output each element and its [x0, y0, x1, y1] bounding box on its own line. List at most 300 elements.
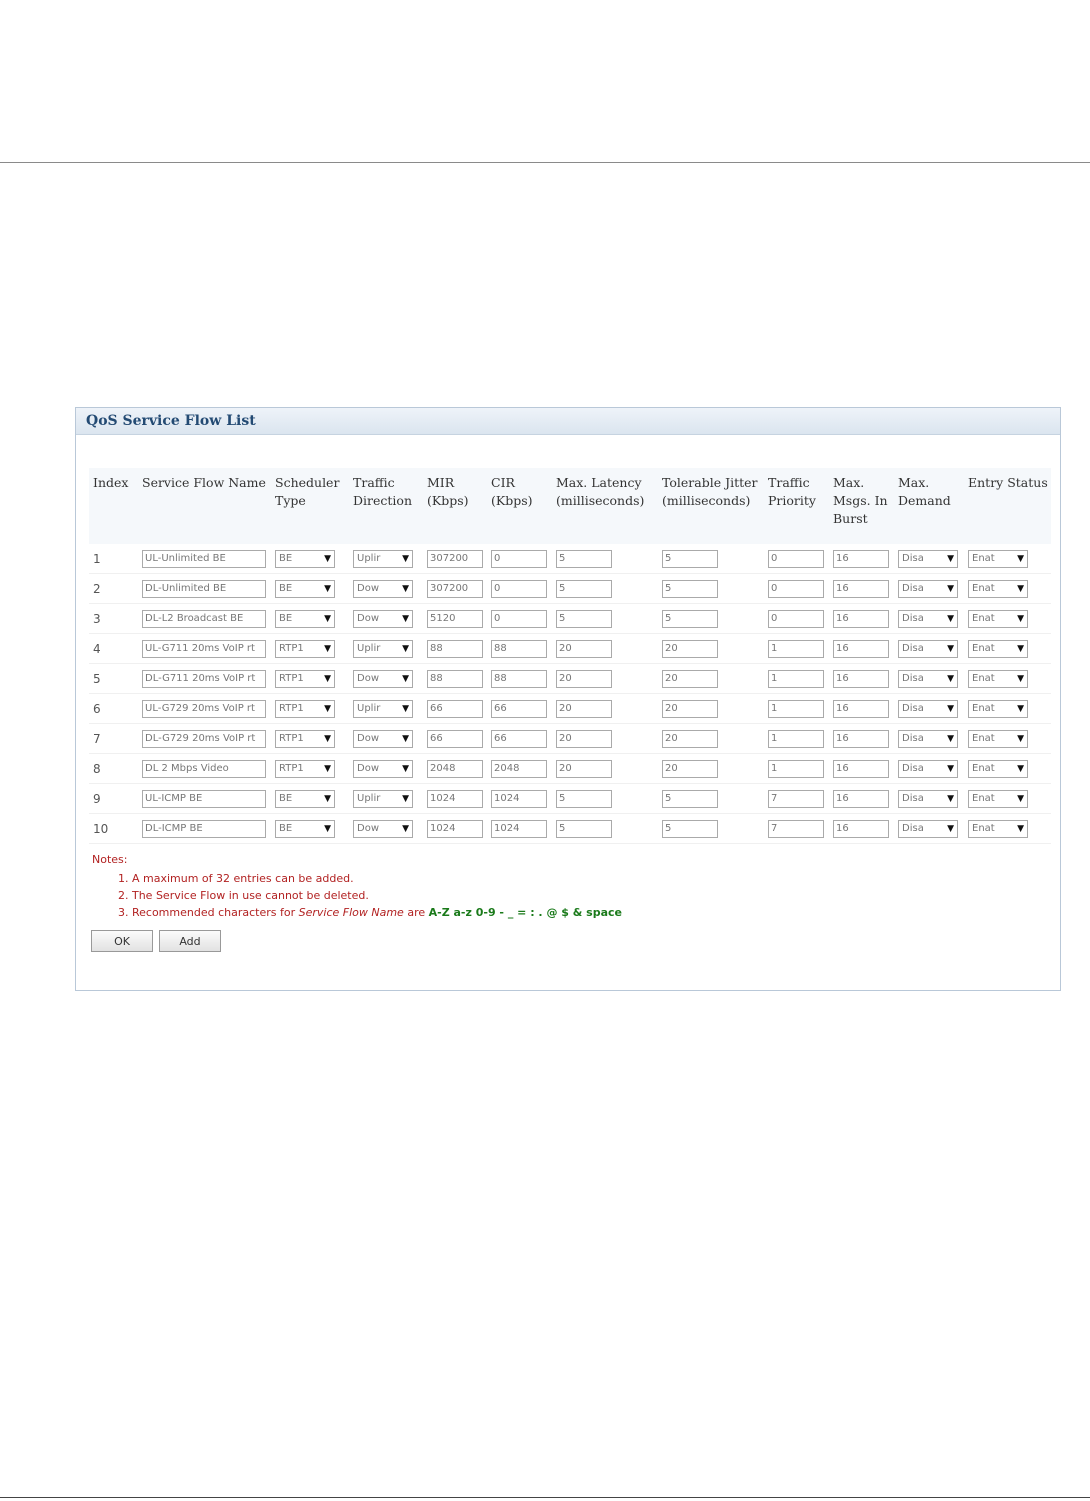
- max-demand-cell: [894, 574, 964, 604]
- traffic-direction-select[interactable]: [353, 760, 413, 778]
- traffic-direction-select[interactable]: [353, 610, 413, 628]
- index-cell: [89, 784, 138, 814]
- max-msgs-in-burst-input[interactable]: 16: [833, 790, 889, 808]
- max-demand-select[interactable]: [898, 790, 958, 808]
- mir-input[interactable]: 1024: [427, 790, 483, 808]
- traffic-direction-select[interactable]: [353, 820, 413, 838]
- traffic-direction-select[interactable]: [353, 700, 413, 718]
- entry-status-select-value: Enat: [972, 583, 995, 594]
- chevron-down-icon: ▼: [324, 823, 331, 834]
- max-msgs-in-burst-cell: [829, 814, 894, 844]
- chevron-down-icon: ▼: [324, 703, 331, 714]
- cir-cell: [487, 754, 552, 784]
- scheduler-type-select[interactable]: [275, 700, 335, 718]
- max-demand-select-value: Disa: [902, 703, 924, 714]
- service-flow-table-wrapper: [89, 468, 1051, 844]
- scheduler-type-select-value: RTP1: [279, 763, 304, 774]
- col-header-entry-status: Entry Status: [964, 468, 1051, 544]
- tolerable-jitter-input[interactable]: 20: [662, 670, 718, 688]
- mir-input[interactable]: 2048: [427, 760, 483, 778]
- scheduler-type-select-value: RTP1: [279, 643, 304, 654]
- entry-status-select-value: Enat: [972, 823, 995, 834]
- traffic-direction-select[interactable]: [353, 730, 413, 748]
- traffic-direction-select-value: Dow: [357, 673, 379, 684]
- tolerable-jitter-cell: [658, 574, 764, 604]
- entry-status-cell: [964, 754, 1051, 784]
- scheduler-type-cell: [271, 694, 349, 724]
- traffic-direction-select[interactable]: [353, 790, 413, 808]
- chevron-down-icon: ▼: [947, 793, 954, 804]
- chevron-down-icon: ▼: [402, 613, 409, 624]
- traffic-direction-cell: [349, 664, 423, 694]
- max-latency-cell: [552, 574, 658, 604]
- entry-status-cell: [964, 604, 1051, 634]
- row-index: 10: [93, 821, 109, 836]
- chevron-down-icon: ▼: [947, 733, 954, 744]
- max-msgs-in-burst-input[interactable]: 16: [833, 670, 889, 688]
- note-item-3-mid: are: [403, 906, 429, 919]
- notes-section: [92, 851, 622, 921]
- col-header-max-latency: Max. Latency (milliseconds): [552, 468, 658, 544]
- index-cell: [89, 754, 138, 784]
- table-header-row: [89, 468, 1051, 544]
- traffic-priority-cell: [764, 784, 829, 814]
- chevron-down-icon: ▼: [324, 643, 331, 654]
- entry-status-cell: [964, 694, 1051, 724]
- chevron-down-icon: ▼: [324, 613, 331, 624]
- chevron-down-icon: ▼: [324, 763, 331, 774]
- max-msgs-in-burst-input[interactable]: 16: [833, 640, 889, 658]
- max-demand-cell: [894, 724, 964, 754]
- max-demand-select-value: Disa: [902, 553, 924, 564]
- col-header-max-demand: Max. Demand: [894, 468, 964, 544]
- tolerable-jitter-cell: [658, 814, 764, 844]
- entry-status-select[interactable]: [968, 640, 1028, 658]
- cir-input[interactable]: 88: [491, 670, 547, 688]
- chevron-down-icon: ▼: [402, 823, 409, 834]
- index-cell: [89, 814, 138, 844]
- tolerable-jitter-input[interactable]: 5: [662, 580, 718, 598]
- max-msgs-in-burst-cell: [829, 604, 894, 634]
- scheduler-type-select-value: RTP1: [279, 733, 304, 744]
- service-flow-name-cell: [138, 604, 271, 634]
- entry-status-cell: [964, 574, 1051, 604]
- chevron-down-icon: ▼: [947, 823, 954, 834]
- traffic-priority-cell: [764, 544, 829, 574]
- chevron-down-icon: ▼: [947, 553, 954, 564]
- row-index: 8: [93, 761, 101, 776]
- chevron-down-icon: ▼: [324, 583, 331, 594]
- chevron-down-icon: ▼: [947, 583, 954, 594]
- scheduler-type-cell: [271, 814, 349, 844]
- scheduler-type-select-value: RTP1: [279, 673, 304, 684]
- scheduler-type-select-value: BE: [279, 583, 293, 594]
- service-flow-name-input[interactable]: DL-L2 Broadcast BE: [142, 610, 266, 628]
- max-demand-select[interactable]: [898, 760, 958, 778]
- max-demand-select-value: Disa: [902, 793, 924, 804]
- col-header-tolerable-jitter: Tolerable Jitter (milliseconds): [658, 468, 764, 544]
- max-demand-select[interactable]: [898, 700, 958, 718]
- entry-status-select-value: Enat: [972, 553, 995, 564]
- max-msgs-in-burst-input[interactable]: 16: [833, 730, 889, 748]
- col-header-traffic-direction: Traffic Direction: [349, 468, 423, 544]
- max-demand-select[interactable]: [898, 670, 958, 688]
- chevron-down-icon: ▼: [947, 643, 954, 654]
- mir-input[interactable]: 307200: [427, 550, 483, 568]
- max-demand-select-value: Disa: [902, 613, 924, 624]
- entry-status-select[interactable]: [968, 610, 1028, 628]
- max-latency-input[interactable]: 5: [556, 820, 612, 838]
- chevron-down-icon: ▼: [947, 703, 954, 714]
- cir-cell: [487, 574, 552, 604]
- note-item-2: 2. The Service Flow in use cannot be deleted.: [118, 889, 369, 902]
- traffic-priority-input[interactable]: 0: [768, 580, 824, 598]
- row-index: 7: [93, 731, 101, 746]
- chevron-down-icon: ▼: [402, 643, 409, 654]
- traffic-priority-input[interactable]: 0: [768, 610, 824, 628]
- max-latency-input[interactable]: 5: [556, 610, 612, 628]
- max-latency-input[interactable]: 5: [556, 580, 612, 598]
- chevron-down-icon: ▼: [402, 583, 409, 594]
- mir-input[interactable]: 1024: [427, 820, 483, 838]
- traffic-priority-input[interactable]: 1: [768, 670, 824, 688]
- mir-input[interactable]: 88: [427, 670, 483, 688]
- traffic-priority-input[interactable]: 0: [768, 550, 824, 568]
- traffic-priority-input[interactable]: 1: [768, 640, 824, 658]
- scheduler-type-select[interactable]: [275, 580, 335, 598]
- max-msgs-in-burst-input[interactable]: 16: [833, 580, 889, 598]
- max-demand-cell: [894, 814, 964, 844]
- service-flow-name-input[interactable]: DL-Unlimited BE: [142, 580, 266, 598]
- traffic-priority-input[interactable]: 1: [768, 730, 824, 748]
- max-msgs-in-burst-input[interactable]: 16: [833, 550, 889, 568]
- note-item-3: [118, 904, 622, 921]
- chevron-down-icon: ▼: [1017, 823, 1024, 834]
- mir-cell: [423, 574, 487, 604]
- mir-input[interactable]: 5120: [427, 610, 483, 628]
- max-demand-select[interactable]: [898, 550, 958, 568]
- cir-input[interactable]: 66: [491, 730, 547, 748]
- tolerable-jitter-cell: [658, 754, 764, 784]
- cir-input[interactable]: 66: [491, 700, 547, 718]
- traffic-direction-select-value: Dow: [357, 823, 379, 834]
- max-latency-input[interactable]: 5: [556, 790, 612, 808]
- table-row: [89, 544, 1051, 574]
- traffic-direction-select[interactable]: [353, 580, 413, 598]
- chevron-down-icon: ▼: [947, 763, 954, 774]
- mir-input[interactable]: 307200: [427, 580, 483, 598]
- row-index: 1: [93, 551, 101, 566]
- entry-status-select-value: Enat: [972, 763, 995, 774]
- entry-status-cell: [964, 664, 1051, 694]
- max-demand-select[interactable]: [898, 730, 958, 748]
- mir-cell: [423, 814, 487, 844]
- col-header-scheduler-type: Scheduler Type: [271, 468, 349, 544]
- max-msgs-in-burst-cell: [829, 754, 894, 784]
- mir-cell: [423, 664, 487, 694]
- service-flow-name-cell: [138, 694, 271, 724]
- scheduler-type-select[interactable]: [275, 670, 335, 688]
- tolerable-jitter-cell: [658, 544, 764, 574]
- cir-cell: [487, 814, 552, 844]
- traffic-direction-select-value: Dow: [357, 763, 379, 774]
- cir-input[interactable]: 0: [491, 610, 547, 628]
- tolerable-jitter-input[interactable]: 5: [662, 790, 718, 808]
- traffic-direction-cell: [349, 724, 423, 754]
- max-msgs-in-burst-cell: [829, 694, 894, 724]
- chevron-down-icon: ▼: [1017, 733, 1024, 744]
- tolerable-jitter-input[interactable]: 5: [662, 610, 718, 628]
- chevron-down-icon: ▼: [402, 733, 409, 744]
- service-flow-table: [89, 468, 1051, 844]
- max-latency-input[interactable]: 20: [556, 640, 612, 658]
- col-header-index: Index: [89, 468, 138, 544]
- col-header-cir: CIR (Kbps): [487, 468, 552, 544]
- scheduler-type-cell: [271, 784, 349, 814]
- scheduler-type-cell: [271, 604, 349, 634]
- service-flow-name-input[interactable]: UL-G729 20ms VoIP rt: [142, 700, 266, 718]
- max-latency-input[interactable]: 20: [556, 670, 612, 688]
- mir-cell: [423, 604, 487, 634]
- tolerable-jitter-cell: [658, 784, 764, 814]
- service-flow-name-input[interactable]: UL-G711 20ms VoIP rt: [142, 640, 266, 658]
- traffic-direction-cell: [349, 784, 423, 814]
- mir-cell: [423, 634, 487, 664]
- traffic-direction-cell: [349, 694, 423, 724]
- scheduler-type-cell: [271, 544, 349, 574]
- tolerable-jitter-input[interactable]: 20: [662, 730, 718, 748]
- row-index: 2: [93, 581, 101, 596]
- max-latency-cell: [552, 784, 658, 814]
- cir-input[interactable]: 0: [491, 580, 547, 598]
- entry-status-select[interactable]: [968, 760, 1028, 778]
- max-latency-input[interactable]: 5: [556, 550, 612, 568]
- service-flow-name-input[interactable]: DL 2 Mbps Video: [142, 760, 266, 778]
- entry-status-select[interactable]: [968, 550, 1028, 568]
- max-latency-cell: [552, 814, 658, 844]
- tolerable-jitter-cell: [658, 724, 764, 754]
- col-header-service-flow-name: Service Flow Name: [138, 468, 271, 544]
- cir-input[interactable]: 1024: [491, 790, 547, 808]
- chevron-down-icon: ▼: [1017, 703, 1024, 714]
- traffic-direction-cell: [349, 634, 423, 664]
- traffic-direction-select-value: Dow: [357, 583, 379, 594]
- scheduler-type-select[interactable]: [275, 760, 335, 778]
- chevron-down-icon: ▼: [1017, 793, 1024, 804]
- scheduler-type-select[interactable]: [275, 610, 335, 628]
- chevron-down-icon: ▼: [1017, 643, 1024, 654]
- entry-status-select[interactable]: [968, 790, 1028, 808]
- traffic-priority-cell: [764, 634, 829, 664]
- mir-input[interactable]: 66: [427, 730, 483, 748]
- cir-input[interactable]: 2048: [491, 760, 547, 778]
- max-msgs-in-burst-cell: [829, 544, 894, 574]
- tolerable-jitter-cell: [658, 634, 764, 664]
- index-cell: [89, 634, 138, 664]
- entry-status-select-value: Enat: [972, 733, 995, 744]
- notes-list: [92, 870, 622, 921]
- traffic-direction-select-value: Dow: [357, 733, 379, 744]
- service-flow-name-cell: [138, 544, 271, 574]
- cir-cell: [487, 694, 552, 724]
- entry-status-select-value: Enat: [972, 703, 995, 714]
- scheduler-type-cell: [271, 754, 349, 784]
- service-flow-name-input[interactable]: UL-ICMP BE: [142, 790, 266, 808]
- mir-cell: [423, 754, 487, 784]
- chevron-down-icon: ▼: [324, 673, 331, 684]
- note-item-1: 1. A maximum of 32 entries can be added.: [118, 872, 354, 885]
- chevron-down-icon: ▼: [402, 553, 409, 564]
- max-latency-input[interactable]: 20: [556, 700, 612, 718]
- chevron-down-icon: ▼: [324, 793, 331, 804]
- mir-cell: [423, 784, 487, 814]
- max-latency-cell: [552, 634, 658, 664]
- scheduler-type-select[interactable]: [275, 820, 335, 838]
- chevron-down-icon: ▼: [402, 793, 409, 804]
- mir-input[interactable]: 88: [427, 640, 483, 658]
- row-index: 6: [93, 701, 101, 716]
- max-msgs-in-burst-cell: [829, 574, 894, 604]
- table-row: [89, 664, 1051, 694]
- scheduler-type-cell: [271, 634, 349, 664]
- row-index: 4: [93, 641, 101, 656]
- service-flow-name-input[interactable]: DL-G711 20ms VoIP rt: [142, 670, 266, 688]
- max-latency-cell: [552, 604, 658, 634]
- max-msgs-in-burst-input[interactable]: 16: [833, 760, 889, 778]
- entry-status-select[interactable]: [968, 700, 1028, 718]
- chevron-down-icon: ▼: [947, 673, 954, 684]
- chevron-down-icon: ▼: [1017, 553, 1024, 564]
- tolerable-jitter-cell: [658, 604, 764, 634]
- service-flow-name-input[interactable]: DL-ICMP BE: [142, 820, 266, 838]
- cir-input[interactable]: 88: [491, 640, 547, 658]
- chevron-down-icon: ▼: [324, 733, 331, 744]
- max-demand-select[interactable]: [898, 820, 958, 838]
- max-demand-cell: [894, 784, 964, 814]
- scheduler-type-cell: [271, 724, 349, 754]
- table-row: [89, 574, 1051, 604]
- max-demand-select[interactable]: [898, 610, 958, 628]
- traffic-direction-select[interactable]: [353, 670, 413, 688]
- index-cell: [89, 604, 138, 634]
- index-cell: [89, 574, 138, 604]
- scheduler-type-select-value: BE: [279, 793, 293, 804]
- panel-title: QoS Service Flow List: [76, 408, 1060, 435]
- max-demand-cell: [894, 604, 964, 634]
- service-flow-name-input[interactable]: DL-G729 20ms VoIP rt: [142, 730, 266, 748]
- max-demand-select-value: Disa: [902, 643, 924, 654]
- traffic-direction-select-value: Uplir: [357, 703, 381, 714]
- max-msgs-in-burst-cell: [829, 784, 894, 814]
- service-flow-name-cell: [138, 664, 271, 694]
- traffic-priority-input[interactable]: 7: [768, 820, 824, 838]
- service-flow-name-cell: [138, 574, 271, 604]
- index-cell: [89, 724, 138, 754]
- cir-input[interactable]: 1024: [491, 820, 547, 838]
- mir-input[interactable]: 66: [427, 700, 483, 718]
- max-msgs-in-burst-input[interactable]: 16: [833, 610, 889, 628]
- max-demand-select[interactable]: [898, 640, 958, 658]
- cir-cell: [487, 634, 552, 664]
- entry-status-select[interactable]: [968, 730, 1028, 748]
- traffic-priority-input[interactable]: 1: [768, 760, 824, 778]
- note-item-3-emphasis: Service Flow Name: [298, 906, 404, 919]
- table-body: [89, 544, 1051, 844]
- max-demand-cell: [894, 634, 964, 664]
- table-row: [89, 694, 1051, 724]
- scheduler-type-select[interactable]: [275, 640, 335, 658]
- max-latency-input[interactable]: 20: [556, 760, 612, 778]
- index-cell: [89, 694, 138, 724]
- bottom-divider: [0, 1497, 1090, 1498]
- traffic-direction-cell: [349, 574, 423, 604]
- tolerable-jitter-cell: [658, 664, 764, 694]
- entry-status-select-value: Enat: [972, 793, 995, 804]
- max-latency-cell: [552, 724, 658, 754]
- cir-input[interactable]: 0: [491, 550, 547, 568]
- scheduler-type-select[interactable]: [275, 730, 335, 748]
- table-row: [89, 604, 1051, 634]
- traffic-direction-cell: [349, 604, 423, 634]
- scheduler-type-select[interactable]: [275, 790, 335, 808]
- service-flow-name-input[interactable]: UL-Unlimited BE: [142, 550, 266, 568]
- row-index: 9: [93, 791, 101, 806]
- entry-status-select[interactable]: [968, 670, 1028, 688]
- scheduler-type-select-value: BE: [279, 823, 293, 834]
- scheduler-type-select-value: BE: [279, 553, 293, 564]
- traffic-priority-cell: [764, 724, 829, 754]
- chevron-down-icon: ▼: [402, 673, 409, 684]
- col-header-mir: MIR (Kbps): [423, 468, 487, 544]
- max-msgs-in-burst-cell: [829, 634, 894, 664]
- max-latency-cell: [552, 664, 658, 694]
- traffic-priority-input[interactable]: 7: [768, 790, 824, 808]
- entry-status-cell: [964, 814, 1051, 844]
- add-button[interactable]: Add: [159, 930, 221, 952]
- traffic-direction-select[interactable]: [353, 550, 413, 568]
- ok-button[interactable]: OK: [91, 930, 153, 952]
- tolerable-jitter-input[interactable]: 20: [662, 640, 718, 658]
- qos-service-flow-panel: [75, 407, 1061, 991]
- chevron-down-icon: ▼: [1017, 613, 1024, 624]
- traffic-priority-cell: [764, 814, 829, 844]
- tolerable-jitter-input[interactable]: 20: [662, 700, 718, 718]
- scheduler-type-select[interactable]: [275, 550, 335, 568]
- traffic-direction-select-value: Uplir: [357, 793, 381, 804]
- entry-status-cell: [964, 724, 1051, 754]
- entry-status-select-value: Enat: [972, 643, 995, 654]
- tolerable-jitter-input[interactable]: 5: [662, 820, 718, 838]
- traffic-direction-select-value: Uplir: [357, 553, 381, 564]
- chevron-down-icon: ▼: [947, 613, 954, 624]
- traffic-priority-input[interactable]: 1: [768, 700, 824, 718]
- tolerable-jitter-input[interactable]: 5: [662, 550, 718, 568]
- max-msgs-in-burst-input[interactable]: 16: [833, 820, 889, 838]
- entry-status-select[interactable]: [968, 580, 1028, 598]
- max-msgs-in-burst-input[interactable]: 16: [833, 700, 889, 718]
- entry-status-select[interactable]: [968, 820, 1028, 838]
- row-index: 5: [93, 671, 101, 686]
- traffic-direction-select[interactable]: [353, 640, 413, 658]
- max-latency-cell: [552, 544, 658, 574]
- chevron-down-icon: ▼: [402, 703, 409, 714]
- traffic-direction-select-value: Dow: [357, 613, 379, 624]
- max-latency-input[interactable]: 20: [556, 730, 612, 748]
- max-demand-select[interactable]: [898, 580, 958, 598]
- tolerable-jitter-input[interactable]: 20: [662, 760, 718, 778]
- mir-cell: [423, 724, 487, 754]
- service-flow-name-cell: [138, 754, 271, 784]
